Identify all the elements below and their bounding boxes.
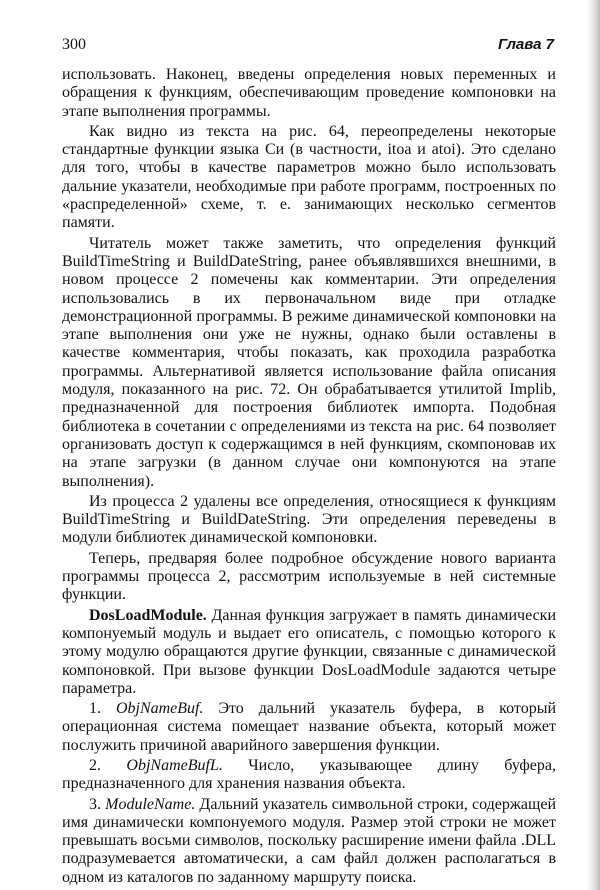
- paragraph-redefined-functions: Как видно из текста на рис. 64, переопределены некоторые стандартные функции языка Си (в частности, itoa и atoi). Это сделано для того, чтобы в качестве параметров можно было использовать дальние указатели, необходимые при работе программ, построенных по «распределенной» схеме, т. е. занимающих несколько сегментов памяти.: [62, 122, 556, 232]
- chapter-label: Глава 7: [497, 36, 554, 53]
- param-text: Дальний указатель символьной строки, содержащей имя динамически компонуемого модуля. Размер этой строки не может превышать восьми символов, поскольку расширение имени файла .DLL подразумевается автоматически, а сам файл должен располагаться в одном из каталогов по заданному маршруту поиска.: [62, 795, 557, 886]
- param-number: 2.: [89, 756, 127, 774]
- param-term: ObjNameBuf.: [115, 700, 204, 718]
- param-modulename: [62, 796, 556, 887]
- paragraph-system-functions-intro: Теперь, предваряя более подробное обсуждение нового варианта программы процесса 2, рассмотрим используемые в ней системные функции.: [62, 549, 556, 604]
- paragraph-build-functions: Читатель может также заметить, что определения функций BuildTimeString и BuildDateString, ранее объявлявшихся внешними, в новом процессе 2 помечены как комментарии. Эти определения использовались в их первоначальном виде при отладке демонстрационной программы. В режиме динамической компоновки на этапе выполнения они уже не нужны, однако были оставлены в качестве комментария, чтобы показать, как проходила разработка программы. Альтернативой является использование файла описания модуля, показанного на рис. 72. Он обрабатывается утилитой Implib, предназначенной для построения библиотек импорта. Подобная библиотека в сочетании с определениями из текста на рис. 64 позволяет организовать доступ к содержащимся в ней функциям, скомпоновав их на этапе загрузки (в данном случае они компонуются на этапе выполнения).: [62, 234, 556, 490]
- paragraph-removed-definitions: Из процесса 2 удалены все определения, относящиеся к функциям BuildTimeString и BuildDateString. Эти определения переведены в модули библиотек динамической компоновки.: [62, 492, 556, 547]
- running-head: [62, 36, 554, 58]
- param-objnamebuf: [62, 700, 556, 755]
- param-term: ModuleName.: [105, 795, 196, 813]
- page-edge-shadow: [586, 0, 600, 890]
- dosloadmodule-heading: DosLoadModule.: [89, 606, 207, 624]
- param-number: 3.: [89, 795, 106, 813]
- dosloadmodule-text: Данная функция загружает в память динамически компонуемый модуль и выдает его описатель, с помощью которого к этому модулю обращаются другие функции, связанные с динамической компоновкой. При вызове функции DosLoadModule задаются четыре параметра.: [62, 606, 556, 697]
- param-text: Число, указывающее длину буфера, предназначенного для хранения названия объекта.: [62, 756, 557, 793]
- body-text: [62, 66, 556, 889]
- param-term: ObjNameBufL.: [126, 756, 223, 774]
- param-number: 1.: [89, 700, 116, 718]
- param-objnamebufl: [62, 757, 556, 794]
- paragraph-continuation: использовать. Наконец, введены определения новых переменных и обращения к функциям, обеспечивающим проведение компоновки на этапе выполнения программы.: [62, 66, 556, 120]
- page-number: 300: [62, 36, 86, 53]
- param-text: Это дальний указатель буфера, в который операционная система помещает название объекта, который может послужить причиной аварийного завершения функции.: [62, 700, 557, 754]
- paragraph-dosloadmodule: [62, 607, 556, 698]
